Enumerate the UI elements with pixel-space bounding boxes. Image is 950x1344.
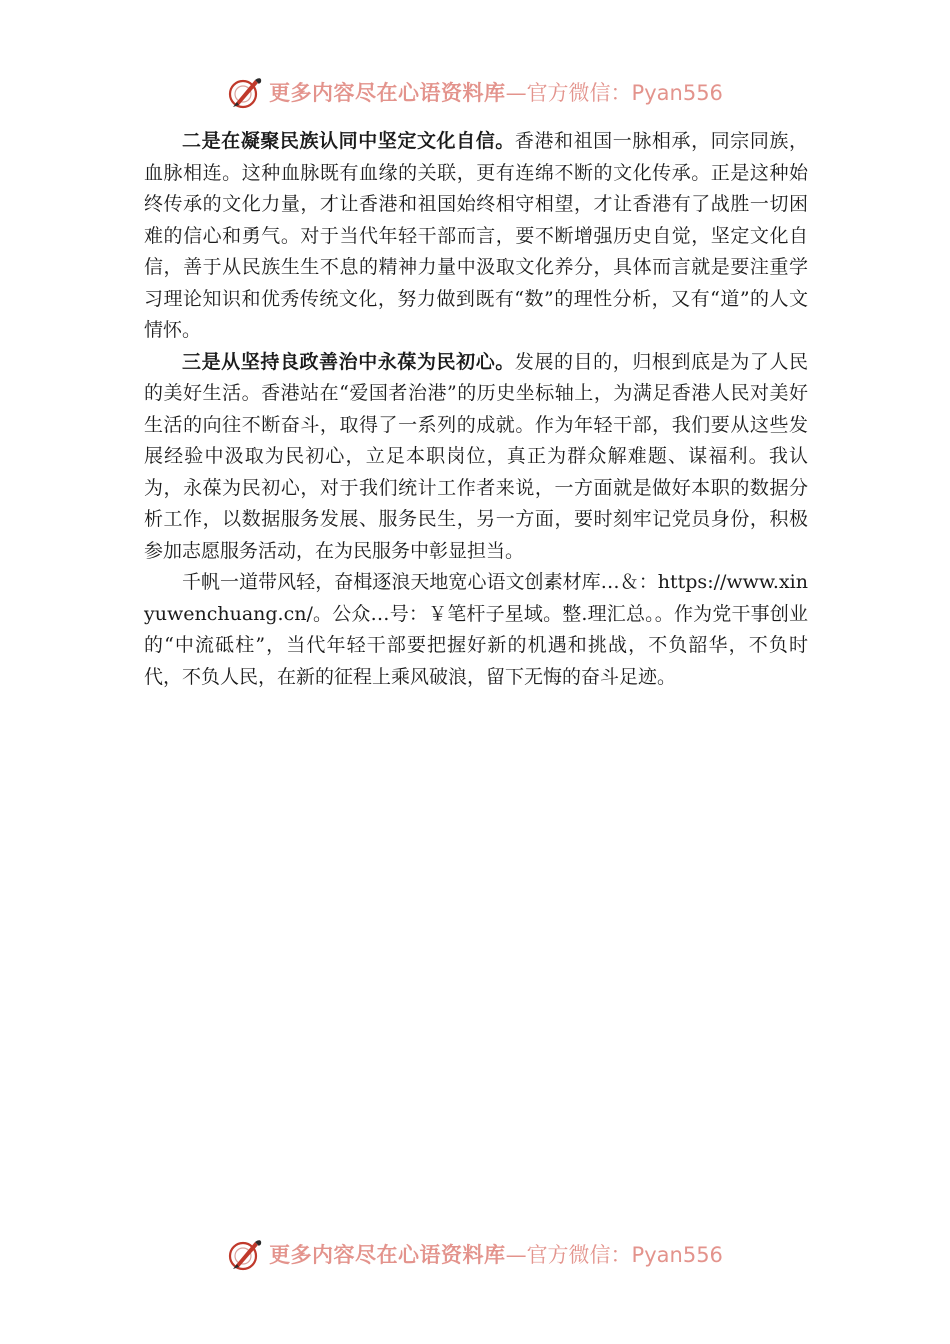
banner-wechat-text: —官方微信：Pyan556 <box>505 81 723 105</box>
paragraph-culture <box>144 126 808 347</box>
paragraph-text: 千帆一道带风轻，奋楫逐浪天地宽心语文创素材库…＆：https://www.xinyuwenchuang.cn/。公众…号：￥笔杆子星域。整.理汇总。。作为党干事创业的“中流砥柱”，当代年轻干部要把握好新的机遇和挑战，不负韶华，不负时代，不负人民，在新的征程上乘风破浪，留下无悔的奋斗足迹。 <box>144 571 808 688</box>
paragraph-lead: 二是在凝聚民族认同中坚定文化自信。 <box>182 130 515 152</box>
banner-wechat-text: —官方微信：Pyan556 <box>505 1243 723 1267</box>
paragraph-text: 香港和祖国一脉相承，同宗同族，血脉相连。这种血脉既有血缘的关联，更有连绵不断的文化传承。正是这种始终传承的文化力量，才让香港和祖国始终相守相望，才让香港有了战胜一切困难的信心和勇气。对于当代年轻干部而言，要不断增强历史自觉，坚定文化自信，善于从民族生生不息的精神力量中汲取文化养分，具体而言就是要注重学习理论知识和优秀传统文化，努力做到既有“数”的理性分析，又有“道”的人文情怀。 <box>144 130 808 341</box>
banner-text: 更多内容尽在心语资料库 <box>269 1243 506 1267</box>
banner-text: 更多内容尽在心语资料库 <box>269 81 506 105</box>
paragraph-conclusion <box>144 567 808 693</box>
paragraph-lead: 三是从坚持良政善治中永葆为民初心。 <box>182 350 515 373</box>
paragraph-text: 发展的目的，归根到底是为了人民的美好生活。香港站在“爱国者治港”的历史坐标轴上，为满足香港人民对美好生活的向往不断奋斗，取得了一系列的成就。作为年轻干部，我们要从这些发展经验中汲取为民初心，立足本职岗位，真正为群众解难题、谋福利。我认为，永葆为民初心，对于我们统计工作者来说，一方面就是做好本职的数据分析工作，以数据服务发展、服务民生，另一方面，要时刻牢记党员身份，积极参加志愿服务活动，在为民服务中彰显担当。 <box>144 350 808 562</box>
paragraph-governance <box>144 347 808 568</box>
footer-banner <box>0 1232 950 1276</box>
quill-pen-icon <box>227 1236 263 1272</box>
header-banner <box>0 70 950 114</box>
quill-pen-icon <box>227 74 263 110</box>
document-body <box>144 126 808 693</box>
